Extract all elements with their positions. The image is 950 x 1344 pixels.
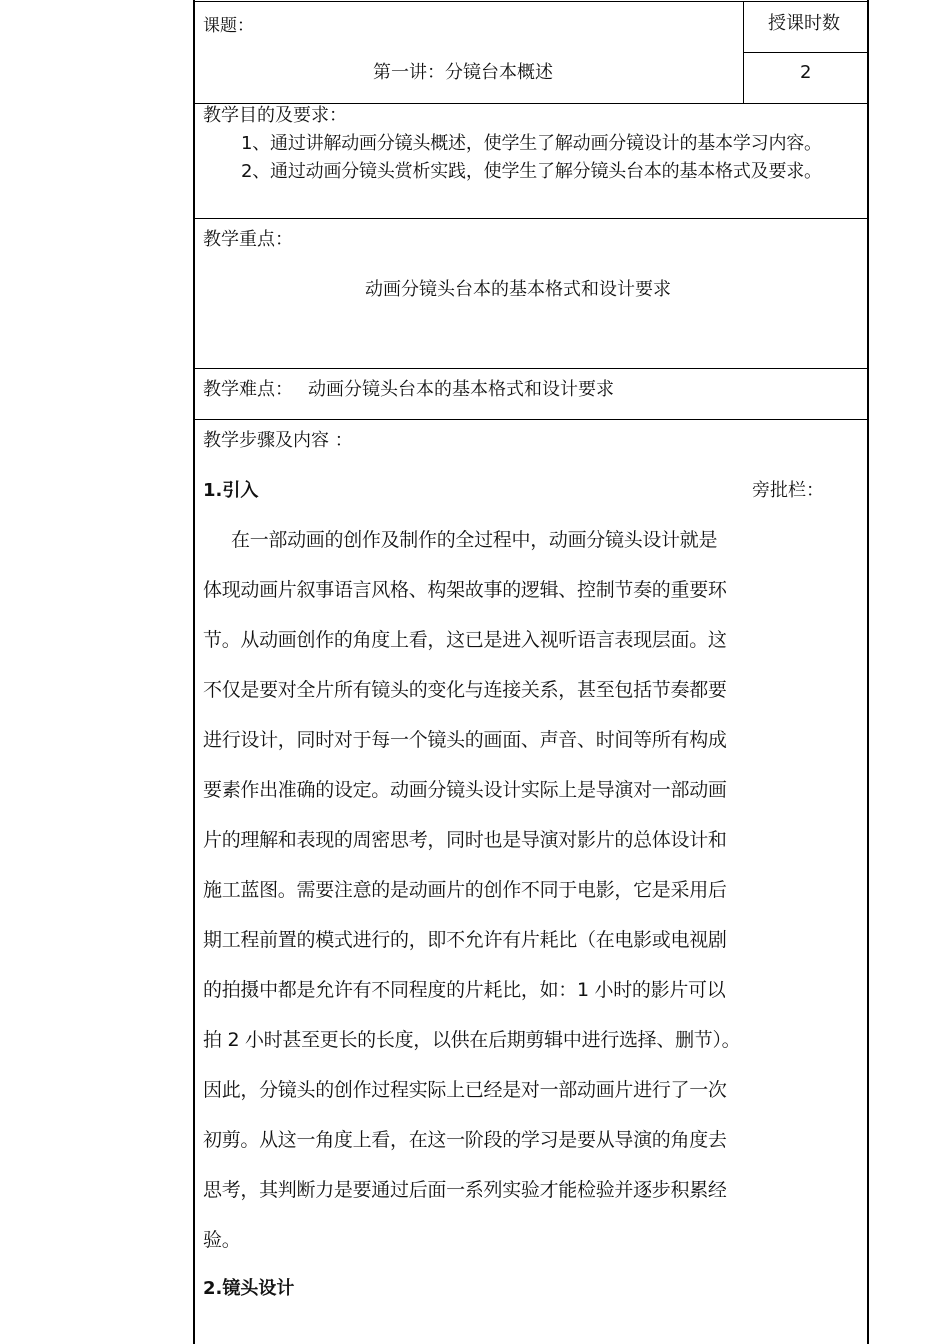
- hours-divider: [744, 52, 869, 53]
- steps-label: 教学步骤及内容 ：: [203, 430, 353, 451]
- section-1-line: 期工程前置的模式进行的，即不允许有片耗比（在电影或电视剧: [203, 929, 727, 951]
- section-1-line: 思考，其判断力是要通过后面一系列实验才能检验并逐步积累经: [203, 1179, 727, 1201]
- topic-label: 课题：: [203, 16, 254, 36]
- difficulties-bottom-border: [193, 419, 869, 420]
- section-1-line: 拍 2 小时甚至更长的长度，以供在后期剪辑中进行选择、删节）。: [203, 1029, 741, 1051]
- objectives-label: 教学目的及要求：: [203, 105, 347, 126]
- section-1-line: 的拍摄中都是允许有不同程度的片耗比，如：1 小时的影片可以: [203, 979, 726, 1001]
- objectives-bottom-border: [193, 218, 869, 219]
- header-column-divider: [743, 1, 744, 103]
- key-points-label: 教学重点：: [203, 229, 293, 250]
- difficulties-content: 动画分镜头台本的基本格式和设计要求: [308, 379, 614, 400]
- hours-label: 授课时数: [768, 13, 840, 34]
- section-1-line: 在一部动画的创作及制作的全过程中，动画分镜头设计就是: [231, 529, 718, 551]
- section-1-line: 节。从动画创作的角度上看，这已是进入视听语言表现层面。这: [203, 629, 727, 651]
- section-1-line: 要素作出准确的设定。动画分镜头设计实际上是导演对一部动画: [203, 779, 727, 801]
- objective-item-2: 2、通过动画分镜头赏析实践，使学生了解分镜头台本的基本格式及要求。: [241, 161, 822, 182]
- key-points-content: 动画分镜头台本的基本格式和设计要求: [365, 279, 671, 300]
- section-1-line: 施工蓝图。需要注意的是动画片的创作不同于电影，它是采用后: [203, 879, 727, 901]
- objective-item-1: 1、通过讲解动画分镜头概述，使学生了解动画分镜设计的基本学习内容。: [241, 133, 822, 154]
- hours-value: 2: [800, 62, 812, 83]
- section-1-line: 验。: [203, 1229, 241, 1251]
- table-top-border: [193, 1, 869, 2]
- section-1-line: 片的理解和表现的周密思考，同时也是导演对影片的总体设计和: [203, 829, 727, 851]
- section-2-title: 2.镜头设计: [203, 1278, 295, 1299]
- difficulties-label: 教学难点：: [203, 379, 293, 400]
- section-1-line: 体现动画片叙事语言风格、构架故事的逻辑、控制节奏的重要环: [203, 579, 727, 601]
- section-1-line: 因此，分镜头的创作过程实际上已经是对一部动画片进行了一次: [203, 1079, 727, 1101]
- section-1-line: 不仅是要对全片所有镜头的变化与连接关系，甚至包括节奏都要: [203, 679, 727, 701]
- keypoints-bottom-border: [193, 368, 869, 369]
- lesson-title: 第一讲：分镜台本概述: [373, 62, 553, 83]
- section-1-line: 进行设计，同时对于每一个镜头的画面、声音、时间等所有构成: [203, 729, 727, 751]
- section-1-line: 初剪。从这一角度上看，在这一阶段的学习是要从导演的角度去: [203, 1129, 727, 1151]
- section-1-title: 1.引入: [203, 480, 259, 501]
- side-note-label: 旁批栏：: [752, 480, 824, 501]
